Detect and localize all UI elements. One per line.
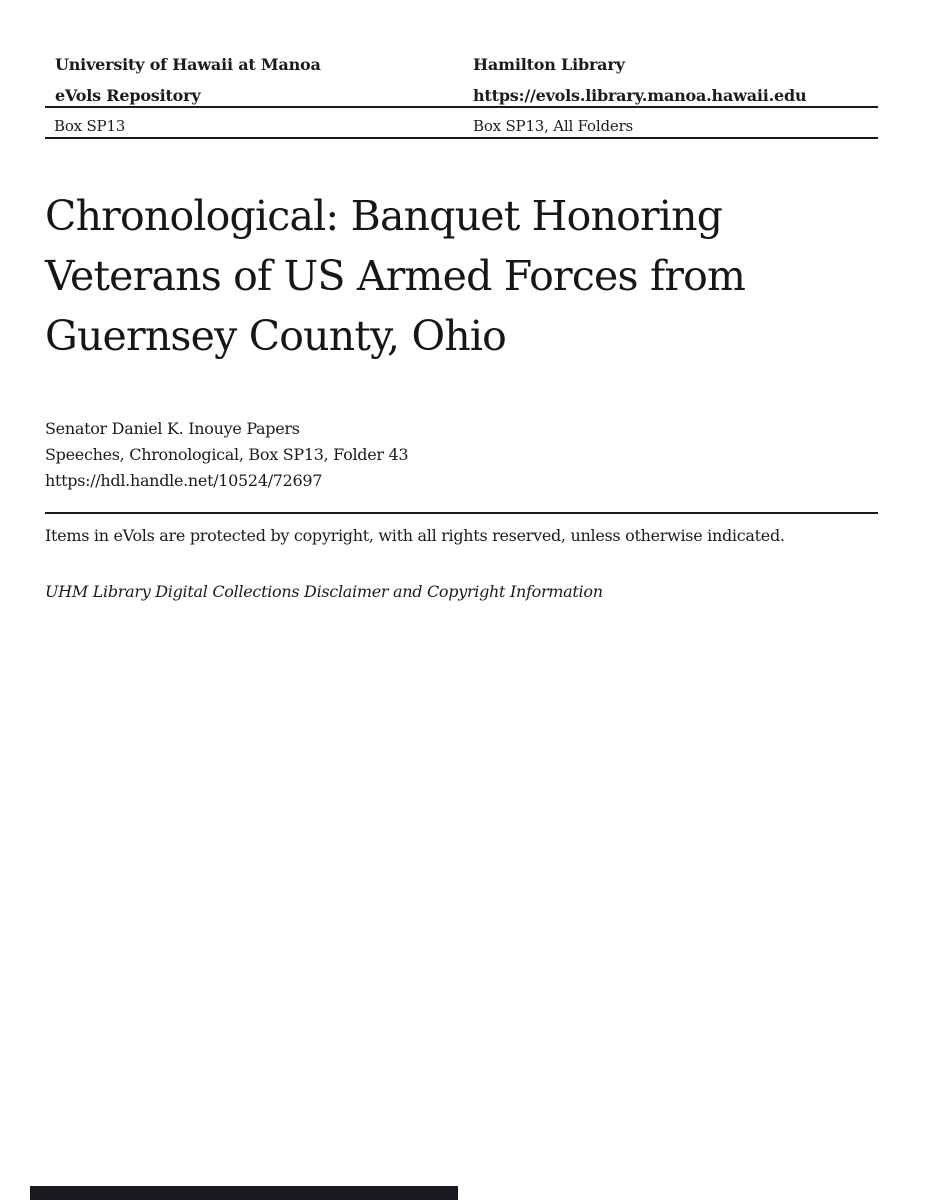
repository-url-link[interactable]: https://evols.library.manoa.hawaii.edu [473,86,807,105]
copyright-notice: Items in eVols are protected by copyright, with all rights reserved, unless otherwise indicated. [45,526,785,545]
document-title [45,186,785,366]
library-name: Hamilton Library [473,55,625,74]
header-divider-bottom [45,137,878,139]
institution-name: University of Hawaii at Manoa [55,55,321,74]
collection-name: Senator Daniel K. Inouye Papers [45,419,300,438]
collection-location: Speeches, Chronological, Box SP13, Folder 43 [45,445,409,464]
document-title-line: Veterans of US Armed Forces from [45,252,746,300]
handle-url-link[interactable]: https://hdl.handle.net/10524/72697 [45,471,323,490]
disclaimer-copyright-link[interactable]: UHM Library Digital Collections Disclaimer and Copyright Information [45,582,603,601]
footer-divider [45,512,878,514]
box-label: Box SP13 [54,117,126,135]
box-scope-label: Box SP13, All Folders [473,117,634,135]
next-page-edge-sliver [30,1186,458,1200]
document-metadata [45,416,408,494]
document-title-line: Chronological: Banquet Honoring [45,192,723,240]
header-divider-top [45,106,878,108]
document-title-line: Guernsey County, Ohio [45,312,507,360]
repository-name: eVols Repository [55,86,201,105]
